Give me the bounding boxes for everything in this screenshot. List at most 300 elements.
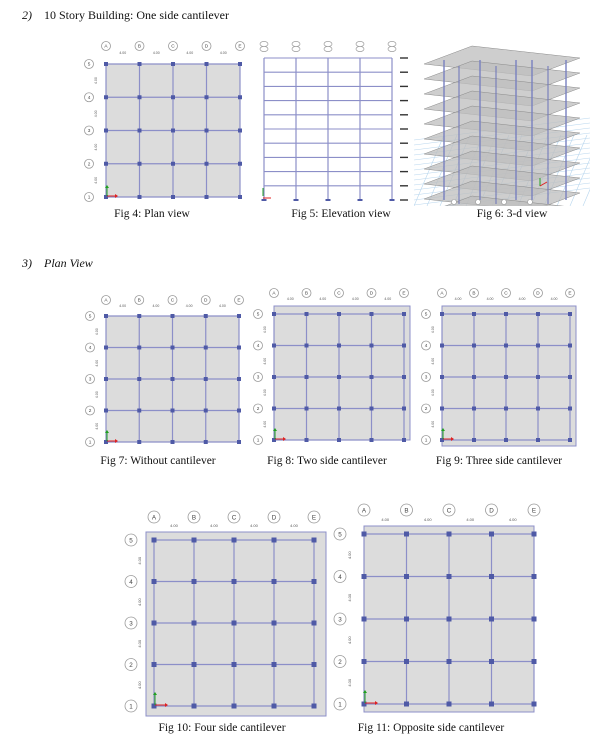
column xyxy=(362,617,367,622)
column xyxy=(402,407,406,411)
grid-bubble-2-label: 2 xyxy=(256,407,260,413)
column xyxy=(472,344,476,348)
dimension-label: 4.00 xyxy=(95,422,99,430)
column xyxy=(171,162,175,166)
grid-bubble-E-label: E xyxy=(402,291,406,297)
column xyxy=(402,344,406,348)
grid-bubble-C-label: C xyxy=(170,298,175,304)
column xyxy=(447,532,452,537)
column xyxy=(472,438,476,442)
dimension-label: 4.00 xyxy=(347,551,352,560)
column xyxy=(137,346,141,350)
column xyxy=(312,704,317,709)
column xyxy=(402,438,406,442)
column xyxy=(238,195,242,199)
column xyxy=(232,662,237,667)
grid-bubble-C-label: C xyxy=(171,44,175,50)
column xyxy=(104,62,108,66)
elevation-support xyxy=(294,199,299,201)
fig10-caption: Fig 10: Four side cantilever xyxy=(158,722,286,734)
fig6-3d-view xyxy=(414,40,590,206)
column xyxy=(171,440,175,444)
grid-bubble-3-label: 3 xyxy=(256,375,260,381)
grid-bubble-E-label: E xyxy=(531,507,537,515)
dimension-label: 4.00 xyxy=(219,51,227,55)
dimension-label: 4.00 xyxy=(94,77,98,85)
dimension-label: 4.00 xyxy=(518,297,526,301)
elevation-support xyxy=(358,199,363,201)
column xyxy=(171,346,175,350)
column xyxy=(440,375,444,379)
column xyxy=(204,377,208,381)
dimension-label: 4.00 xyxy=(486,297,494,301)
grid-bubble-2-label: 2 xyxy=(88,409,92,415)
dimension-label: 4.00 xyxy=(250,523,258,528)
fig8-two-side-cantilever xyxy=(252,288,412,448)
column xyxy=(337,407,341,411)
column xyxy=(204,314,208,318)
column xyxy=(205,162,209,166)
grid-bubble-A-label: A xyxy=(272,291,276,297)
grid-bubble-5-label: 5 xyxy=(88,314,92,320)
column xyxy=(104,314,108,318)
column xyxy=(362,574,367,579)
column xyxy=(472,312,476,316)
column xyxy=(192,538,197,543)
dimension-label: 4.00 xyxy=(185,304,193,308)
column xyxy=(305,438,309,442)
fig9-drawing xyxy=(420,288,582,448)
column xyxy=(171,314,175,318)
column xyxy=(404,617,409,622)
grid-bubble-4-label: 4 xyxy=(424,344,428,350)
grid-bubble-4-label: 4 xyxy=(338,573,342,581)
column xyxy=(312,538,317,543)
grid-bubble-B-label: B xyxy=(472,291,476,297)
dimension-label: 4.00 xyxy=(431,357,435,365)
grid-bubble-2-label: 2 xyxy=(424,407,428,413)
grid-bubble-2-label: 2 xyxy=(129,661,133,669)
dimension-label: 4.00 xyxy=(95,359,99,367)
column xyxy=(447,702,452,707)
dimension-label: 4.00 xyxy=(454,297,462,301)
grid-bubble-5-label: 5 xyxy=(129,537,133,545)
grid-bubble-3-label: 3 xyxy=(88,377,92,383)
fig7-without-cantilever xyxy=(84,294,248,450)
elevation-bubble xyxy=(324,41,332,46)
column xyxy=(370,344,374,348)
dimension-label: 4.00 xyxy=(137,681,142,690)
column xyxy=(532,574,537,579)
column xyxy=(192,621,197,626)
column xyxy=(204,346,208,350)
dimension-label: 4.00 xyxy=(347,678,352,687)
column xyxy=(447,574,452,579)
grid-bubble-B-label: B xyxy=(304,291,309,297)
column xyxy=(238,62,242,66)
column xyxy=(205,95,209,99)
dimension-label: 4.00 xyxy=(210,523,218,528)
column xyxy=(138,62,142,66)
column xyxy=(138,95,142,99)
elevation-support xyxy=(262,199,267,201)
dimension-label: 4.00 xyxy=(263,420,267,428)
dimension-label: 4.00 xyxy=(152,51,160,55)
dimension-label: 4.00 xyxy=(137,598,142,607)
grid-bubble-E-label: E xyxy=(568,291,572,297)
grid-bubble-1-label: 1 xyxy=(338,701,342,709)
column xyxy=(237,377,241,381)
column xyxy=(238,162,242,166)
dimension-label: 4.00 xyxy=(95,328,99,336)
dimension-label: 4.00 xyxy=(431,420,435,428)
grid-bubble-4-label: 4 xyxy=(256,344,260,350)
column xyxy=(171,95,175,99)
grid-bubble-D-label: D xyxy=(204,44,209,50)
dimension-label: 4.00 xyxy=(94,110,98,118)
dimension-label: 4.00 xyxy=(347,593,352,602)
column xyxy=(504,407,508,411)
dimension-label: 4.00 xyxy=(137,639,142,648)
grid-bubble-5-label: 5 xyxy=(424,312,428,318)
column xyxy=(472,407,476,411)
column xyxy=(152,538,157,543)
grid-bubble-B-label: B xyxy=(137,298,141,304)
column xyxy=(404,659,409,664)
column xyxy=(205,62,209,66)
column xyxy=(237,440,241,444)
column xyxy=(192,704,197,709)
dimension-label: 4.00 xyxy=(347,636,352,645)
column xyxy=(232,704,237,709)
grid-bubble-1-label: 1 xyxy=(88,440,92,446)
dimension-label: 4.00 xyxy=(263,357,267,365)
grid-bubble-3-label: 3 xyxy=(424,375,428,381)
column xyxy=(138,129,142,133)
fig9-three-side-cantilever xyxy=(420,288,582,448)
grid-bubble-A-label: A xyxy=(151,514,157,522)
dimension-label: 4.00 xyxy=(218,304,226,308)
column xyxy=(532,702,537,707)
elevation-support xyxy=(390,199,395,201)
column xyxy=(137,314,141,318)
base-bubble xyxy=(502,200,507,205)
column xyxy=(305,407,309,411)
grid-bubble-5-label: 5 xyxy=(87,62,91,68)
column xyxy=(440,407,444,411)
section-3-heading xyxy=(22,256,93,271)
fig11-opposite-side-cantilever xyxy=(330,502,544,718)
fig8-caption: Fig 8: Two side cantilever xyxy=(267,455,387,467)
grid-bubble-C-label: C xyxy=(337,291,341,297)
column xyxy=(152,662,157,667)
grid-bubble-B-label: B xyxy=(404,507,409,515)
column xyxy=(305,312,309,316)
grid-bubble-1-label: 1 xyxy=(256,438,260,444)
column xyxy=(532,617,537,622)
column xyxy=(272,621,277,626)
dimension-label: 4.00 xyxy=(94,176,98,184)
column xyxy=(337,375,341,379)
dimension-label: 4.00 xyxy=(263,389,267,397)
column xyxy=(504,344,508,348)
fig7-caption: Fig 7: Without cantilever xyxy=(100,455,216,467)
fig5-elevation-view xyxy=(256,40,412,206)
grid-bubble-A-label: A xyxy=(104,44,108,50)
column xyxy=(504,375,508,379)
grid-bubble-5-label: 5 xyxy=(256,312,260,318)
elevation-bubble xyxy=(292,46,300,51)
column xyxy=(489,574,494,579)
elevation-bubble xyxy=(260,41,268,46)
column xyxy=(137,440,141,444)
column xyxy=(171,195,175,199)
column xyxy=(192,662,197,667)
dimension-label: 4.00 xyxy=(466,517,475,522)
dimension-label: 4.00 xyxy=(431,389,435,397)
fig11-drawing xyxy=(330,502,544,718)
column xyxy=(171,62,175,66)
column xyxy=(272,662,277,667)
column xyxy=(404,532,409,537)
fig4-plan-view xyxy=(82,40,250,206)
column xyxy=(237,346,241,350)
column xyxy=(205,195,209,199)
column xyxy=(489,702,494,707)
grid-bubble-B-label: B xyxy=(191,514,197,522)
column xyxy=(447,617,452,622)
column xyxy=(370,312,374,316)
column xyxy=(238,129,242,133)
fig5-caption: Fig 5: Elevation view xyxy=(291,208,391,220)
column xyxy=(204,409,208,413)
column xyxy=(532,532,537,537)
dimension-label: 4.00 xyxy=(152,304,160,308)
column xyxy=(138,162,142,166)
fig4-caption: Fig 4: Plan view xyxy=(114,208,190,220)
grid-bubble-1-label: 1 xyxy=(129,703,133,711)
column xyxy=(568,407,572,411)
column xyxy=(171,377,175,381)
column xyxy=(568,375,572,379)
section-3-title: Plan View xyxy=(44,256,93,270)
column xyxy=(272,344,276,348)
grid-bubble-D-label: D xyxy=(489,507,494,515)
column xyxy=(272,538,277,543)
column xyxy=(205,129,209,133)
dimension-label: 4.00 xyxy=(137,556,142,565)
column xyxy=(171,409,175,413)
section-2-title: 10 Story Building: One side cantilever xyxy=(44,8,229,22)
column xyxy=(402,312,406,316)
column xyxy=(312,662,317,667)
column xyxy=(568,344,572,348)
elevation-bubble xyxy=(388,41,396,46)
column xyxy=(489,617,494,622)
column xyxy=(404,702,409,707)
column xyxy=(305,375,309,379)
column xyxy=(104,377,108,381)
column xyxy=(337,312,341,316)
column xyxy=(104,162,108,166)
dimension-label: 4.00 xyxy=(119,304,127,308)
grid-bubble-C-label: C xyxy=(446,507,452,515)
column xyxy=(232,538,237,543)
grid-bubble-1-label: 1 xyxy=(87,195,91,201)
column xyxy=(337,344,341,348)
dimension-label: 4.00 xyxy=(263,326,267,334)
grid-bubble-1-label: 1 xyxy=(424,438,428,444)
grid-bubble-2-label: 2 xyxy=(87,162,91,168)
dimension-label: 4.00 xyxy=(384,297,392,301)
section-2-heading xyxy=(22,8,229,23)
column xyxy=(370,375,374,379)
dimension-label: 4.00 xyxy=(508,517,517,522)
column xyxy=(440,312,444,316)
grid-bubble-4-label: 4 xyxy=(88,346,92,352)
column xyxy=(404,574,409,579)
column xyxy=(272,704,277,709)
base-bubble xyxy=(452,200,457,205)
fig5-drawing xyxy=(256,40,412,206)
column xyxy=(312,621,317,626)
column xyxy=(104,129,108,133)
dimension-label: 4.00 xyxy=(95,391,99,399)
fig11-caption: Fig 11: Opposite side cantilever xyxy=(357,722,505,734)
dimension-label: 4.00 xyxy=(381,517,390,522)
base-bubble xyxy=(476,200,481,205)
column xyxy=(536,312,540,316)
column xyxy=(171,129,175,133)
grid-bubble-2-label: 2 xyxy=(338,658,342,666)
dimension-label: 4.00 xyxy=(431,326,435,334)
column xyxy=(532,659,537,664)
dimension-label: 4.00 xyxy=(290,523,298,528)
fig4-drawing xyxy=(82,40,250,206)
column xyxy=(568,438,572,442)
column xyxy=(152,579,157,584)
dimension-label: 4.00 xyxy=(119,51,127,55)
dimension-label: 4.00 xyxy=(186,51,194,55)
column xyxy=(440,344,444,348)
column xyxy=(362,659,367,664)
column xyxy=(272,312,276,316)
dimension-label: 4.00 xyxy=(286,297,294,301)
grid-bubble-E-label: E xyxy=(238,44,242,50)
column xyxy=(504,438,508,442)
column xyxy=(504,312,508,316)
column xyxy=(104,346,108,350)
column xyxy=(402,375,406,379)
column xyxy=(472,375,476,379)
slab xyxy=(274,306,410,440)
column xyxy=(447,659,452,664)
elevation-support xyxy=(326,199,331,201)
column xyxy=(232,621,237,626)
column xyxy=(305,344,309,348)
ground-grid-line xyxy=(583,135,590,206)
elevation-bubble xyxy=(324,46,332,51)
dimension-label: 4.00 xyxy=(351,297,359,301)
column xyxy=(568,312,572,316)
column xyxy=(232,579,237,584)
column xyxy=(138,195,142,199)
section-2-number: 2) xyxy=(22,8,32,22)
dimension-label: 4.00 xyxy=(423,517,432,522)
column xyxy=(272,579,277,584)
column xyxy=(152,704,157,709)
column xyxy=(536,438,540,442)
grid-bubble-D-label: D xyxy=(369,291,374,297)
column xyxy=(362,702,367,707)
column xyxy=(238,95,242,99)
grid-bubble-B-label: B xyxy=(137,44,142,50)
column xyxy=(104,409,108,413)
column xyxy=(152,621,157,626)
grid-bubble-A-label: A xyxy=(104,298,108,304)
fig9-caption: Fig 9: Three side cantilever xyxy=(435,455,563,467)
column xyxy=(137,377,141,381)
section-3-number: 3) xyxy=(22,256,32,270)
grid-bubble-C-label: C xyxy=(504,291,508,297)
grid-bubble-A-label: A xyxy=(440,291,444,297)
column xyxy=(237,409,241,413)
dimension-label: 4.00 xyxy=(170,523,178,528)
dimension-label: 4.00 xyxy=(550,297,558,301)
grid-bubble-D-label: D xyxy=(536,291,540,297)
fig6-drawing xyxy=(414,40,590,206)
grid-bubble-A-label: A xyxy=(361,507,367,515)
column xyxy=(272,375,276,379)
column xyxy=(337,438,341,442)
grid-bubble-5-label: 5 xyxy=(338,531,342,539)
column xyxy=(137,409,141,413)
fig7-drawing xyxy=(84,294,248,450)
fig10-four-side-cantilever xyxy=(122,508,330,720)
column xyxy=(536,407,540,411)
elevation-bubble xyxy=(356,41,364,46)
elevation-bubble xyxy=(388,46,396,51)
column xyxy=(237,314,241,318)
column xyxy=(370,438,374,442)
column xyxy=(489,532,494,537)
grid-bubble-E-label: E xyxy=(311,514,317,522)
grid-bubble-E-label: E xyxy=(237,298,241,304)
grid-bubble-D-label: D xyxy=(204,298,208,304)
column xyxy=(536,344,540,348)
grid-bubble-3-label: 3 xyxy=(129,620,133,628)
grid-bubble-4-label: 4 xyxy=(129,578,133,586)
column xyxy=(104,95,108,99)
column xyxy=(489,659,494,664)
column xyxy=(204,440,208,444)
grid-bubble-3-label: 3 xyxy=(338,616,342,624)
dimension-label: 4.00 xyxy=(94,143,98,151)
base-bubble xyxy=(528,200,533,205)
column xyxy=(312,579,317,584)
fig8-drawing xyxy=(252,288,412,448)
column xyxy=(272,407,276,411)
slab xyxy=(442,306,576,446)
elevation-bubble xyxy=(356,46,364,51)
elevation-bubble xyxy=(292,41,300,46)
dimension-label: 4.00 xyxy=(319,297,327,301)
fig10-drawing xyxy=(122,508,330,720)
column xyxy=(362,532,367,537)
grid-bubble-3-label: 3 xyxy=(87,129,91,135)
column xyxy=(370,407,374,411)
column xyxy=(536,375,540,379)
